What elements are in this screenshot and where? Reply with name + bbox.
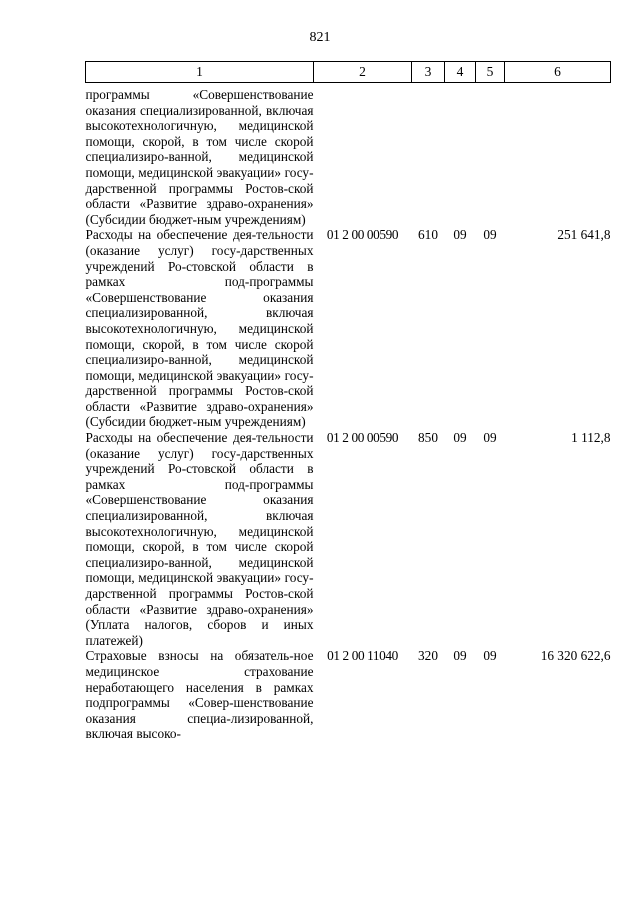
row-target-code: 01 2 00 00590 [326,430,399,446]
budget-table [85,61,611,742]
row-section: 09 [453,227,467,243]
row-description: Страховые взносы на обязатель-ное медицинское страхование неработающего населения в рамках подпрограммы «Совер-шенствование оказания специа-лизированной, включая высоко- [85,648,314,742]
table-row [86,227,611,430]
column-header: 6 [505,62,611,83]
column-header: 4 [445,62,476,83]
row-subsection [476,83,505,228]
table-header-row [86,62,611,83]
column-header: 2 [314,62,412,83]
row-expense-type: 850 [418,430,438,446]
column-header: 5 [476,62,505,83]
row-amount [505,83,611,228]
column-header: 3 [412,62,445,83]
row-expense-type: 320 [418,648,438,664]
row-expense-type: 610 [418,227,438,243]
row-amount: 251 641,8 [557,227,611,243]
row-section: 09 [453,430,467,446]
row-target-code: 01 2 00 11040 [327,648,398,664]
row-target-code: 01 2 00 00590 [326,227,399,243]
row-subsection: 09 [483,430,497,446]
row-subsection: 09 [483,227,497,243]
row-description: Расходы на обеспечение дея-тельности (оказание услуг) госу-дарственных учреждений Ро-стовской области в рамках под-программы «Совершенствование оказания специализированной, включая высокотехнологичную, медицинской помощи, скорой, в том числе скорой специализиро-ванной, медицинской помощи, медицинской эвакуации» госу-дарственной программы Ростов-ской области «Развитие здраво-охранения» (Уплата налогов, сборов и иных платежей) [85,430,314,648]
row-subsection: 09 [483,648,497,664]
row-description: программы «Совершенствование оказания специализированной, включая высокотехнологичную, медицинской помощи, скорой, в том числе скорой специализиро-ванной, медицинской помощи, медицинской эвакуации» госу-дарственной программы Ростов-ской области «Развитие здраво-охранения» (Субсидии бюджет-ным учреждениям) [85,87,314,227]
row-amount: 1 112,8 [571,430,611,446]
row-amount: 16 320 622,6 [540,648,611,664]
row-section [445,83,476,228]
row-description: Расходы на обеспечение дея-тельности (оказание услуг) госу-дарственных учреждений Ро-стовской области в рамках под-программы «Совершенствование оказания специализированной, включая высокотехнологичную, медицинской помощи, скорой, в том числе скорой специализиро-ванной, медицинской помощи, медицинской эвакуации» госу-дарственной программы Ростов-ской области «Развитие здраво-охранения» (Субсидии бюджет-ным учреждениям) [85,227,314,430]
page-number: 821 [309,30,331,45]
column-header: 1 [86,62,314,83]
row-target-code [314,83,412,228]
table-row [86,430,611,648]
table-row [86,648,611,742]
row-section: 09 [453,648,467,664]
row-expense-type [412,83,445,228]
table-row [86,83,611,228]
